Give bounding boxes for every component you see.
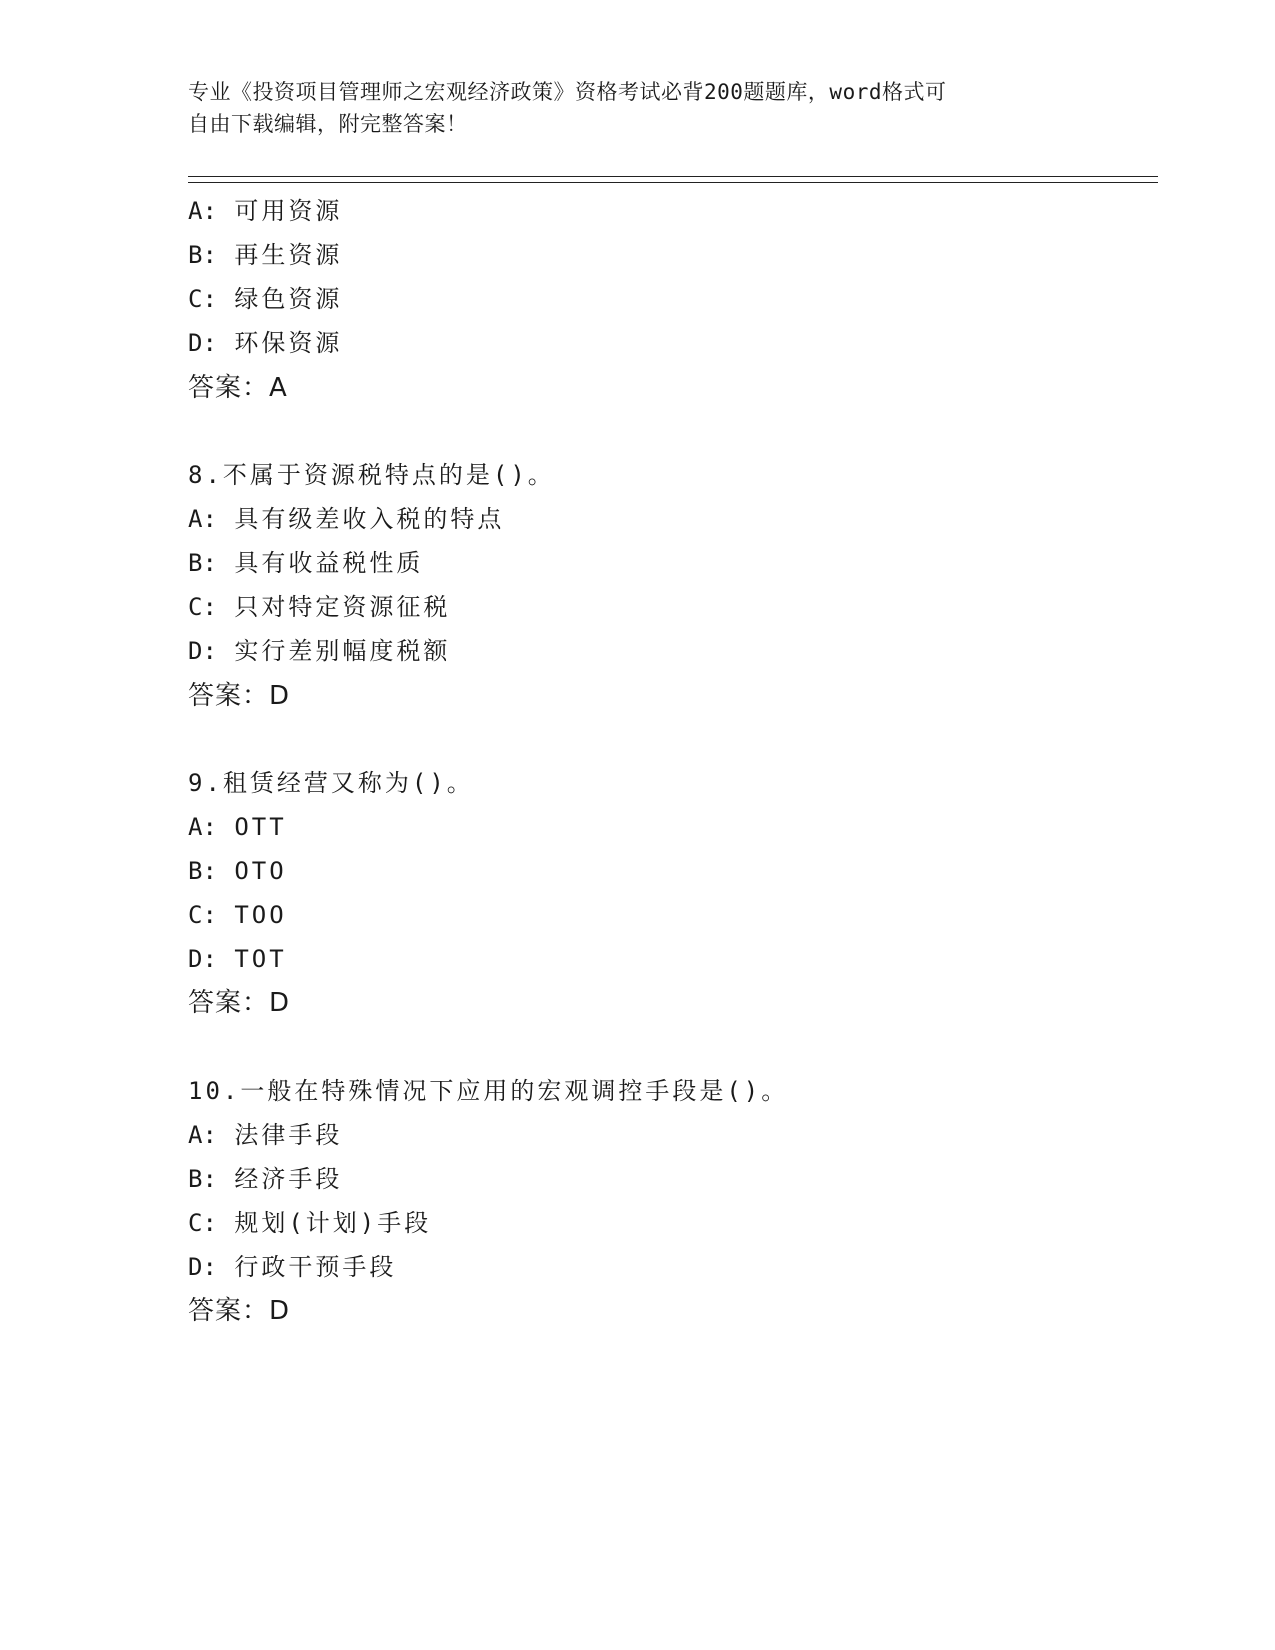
q10-question: 10.一般在特殊情况下应用的宏观调控手段是()。 — [188, 1077, 789, 1105]
q7-option-d — [188, 328, 342, 358]
q7-option-a — [188, 196, 342, 226]
option-letter: A: — [188, 505, 217, 533]
q8-option-b — [188, 548, 423, 578]
option-text: OTO — [234, 857, 287, 885]
q9-option-d — [188, 944, 287, 974]
option-letter: A: — [188, 197, 217, 225]
option-text: TOO — [234, 901, 287, 929]
option-text: 经济手段 — [234, 1165, 343, 1193]
q10-option-b — [188, 1164, 342, 1194]
option-letter: B: — [188, 549, 217, 577]
option-letter: C: — [188, 285, 217, 313]
q9-option-b — [188, 856, 287, 886]
option-letter: C: — [188, 593, 217, 621]
q10-option-d — [188, 1252, 396, 1282]
q9-option-a — [188, 812, 287, 842]
option-letter: A: — [188, 813, 217, 841]
option-text: 行政干预手段 — [234, 1253, 397, 1281]
option-text: 只对特定资源征税 — [234, 593, 451, 621]
option-text: 绿色资源 — [234, 285, 343, 313]
option-letter: B: — [188, 241, 217, 269]
q9-option-c — [188, 900, 287, 930]
q7-option-b — [188, 240, 342, 270]
option-letter: D: — [188, 1253, 217, 1281]
option-text: 再生资源 — [234, 241, 343, 269]
option-text: TOT — [234, 945, 287, 973]
option-text: OTT — [234, 813, 287, 841]
option-letter: C: — [188, 901, 217, 929]
document-header — [188, 76, 1088, 140]
option-text: 可用资源 — [234, 197, 343, 225]
option-letter: D: — [188, 329, 217, 357]
q8-answer: 答案：D — [188, 681, 291, 711]
q8-option-d — [188, 636, 450, 666]
option-letter: A: — [188, 1121, 217, 1149]
option-text: 具有级差收入税的特点 — [234, 505, 505, 533]
option-text: 规划(计划)手段 — [234, 1209, 432, 1237]
option-letter: B: — [188, 1165, 217, 1193]
q7-answer: 答案：A — [188, 373, 288, 403]
option-letter: C: — [188, 1209, 217, 1237]
q9-answer: 答案：D — [188, 988, 291, 1018]
q8-option-a — [188, 504, 504, 534]
option-text: 环保资源 — [234, 329, 343, 357]
q8-option-c — [188, 592, 450, 622]
option-letter: D: — [188, 945, 217, 973]
q9-question: 9.租赁经营又称为()。 — [188, 769, 474, 797]
q8-question: 8.不属于资源税特点的是()。 — [188, 461, 555, 489]
option-letter: D: — [188, 637, 217, 665]
option-text: 法律手段 — [234, 1121, 343, 1149]
option-text: 具有收益税性质 — [234, 549, 424, 577]
header-line-1: 专业《投资项目管理师之宏观经济政策》资格考试必背200题题库，word格式可 — [188, 80, 947, 104]
q10-option-c — [188, 1208, 431, 1238]
header-line-2: 自由下载编辑，附完整答案！ — [188, 112, 468, 136]
header-divider-top — [188, 176, 1158, 177]
option-letter: B: — [188, 857, 217, 885]
q7-option-c — [188, 284, 342, 314]
q10-answer: 答案：D — [188, 1296, 291, 1326]
header-divider-bottom — [188, 182, 1158, 183]
option-text: 实行差别幅度税额 — [234, 637, 451, 665]
q10-option-a — [188, 1120, 342, 1150]
